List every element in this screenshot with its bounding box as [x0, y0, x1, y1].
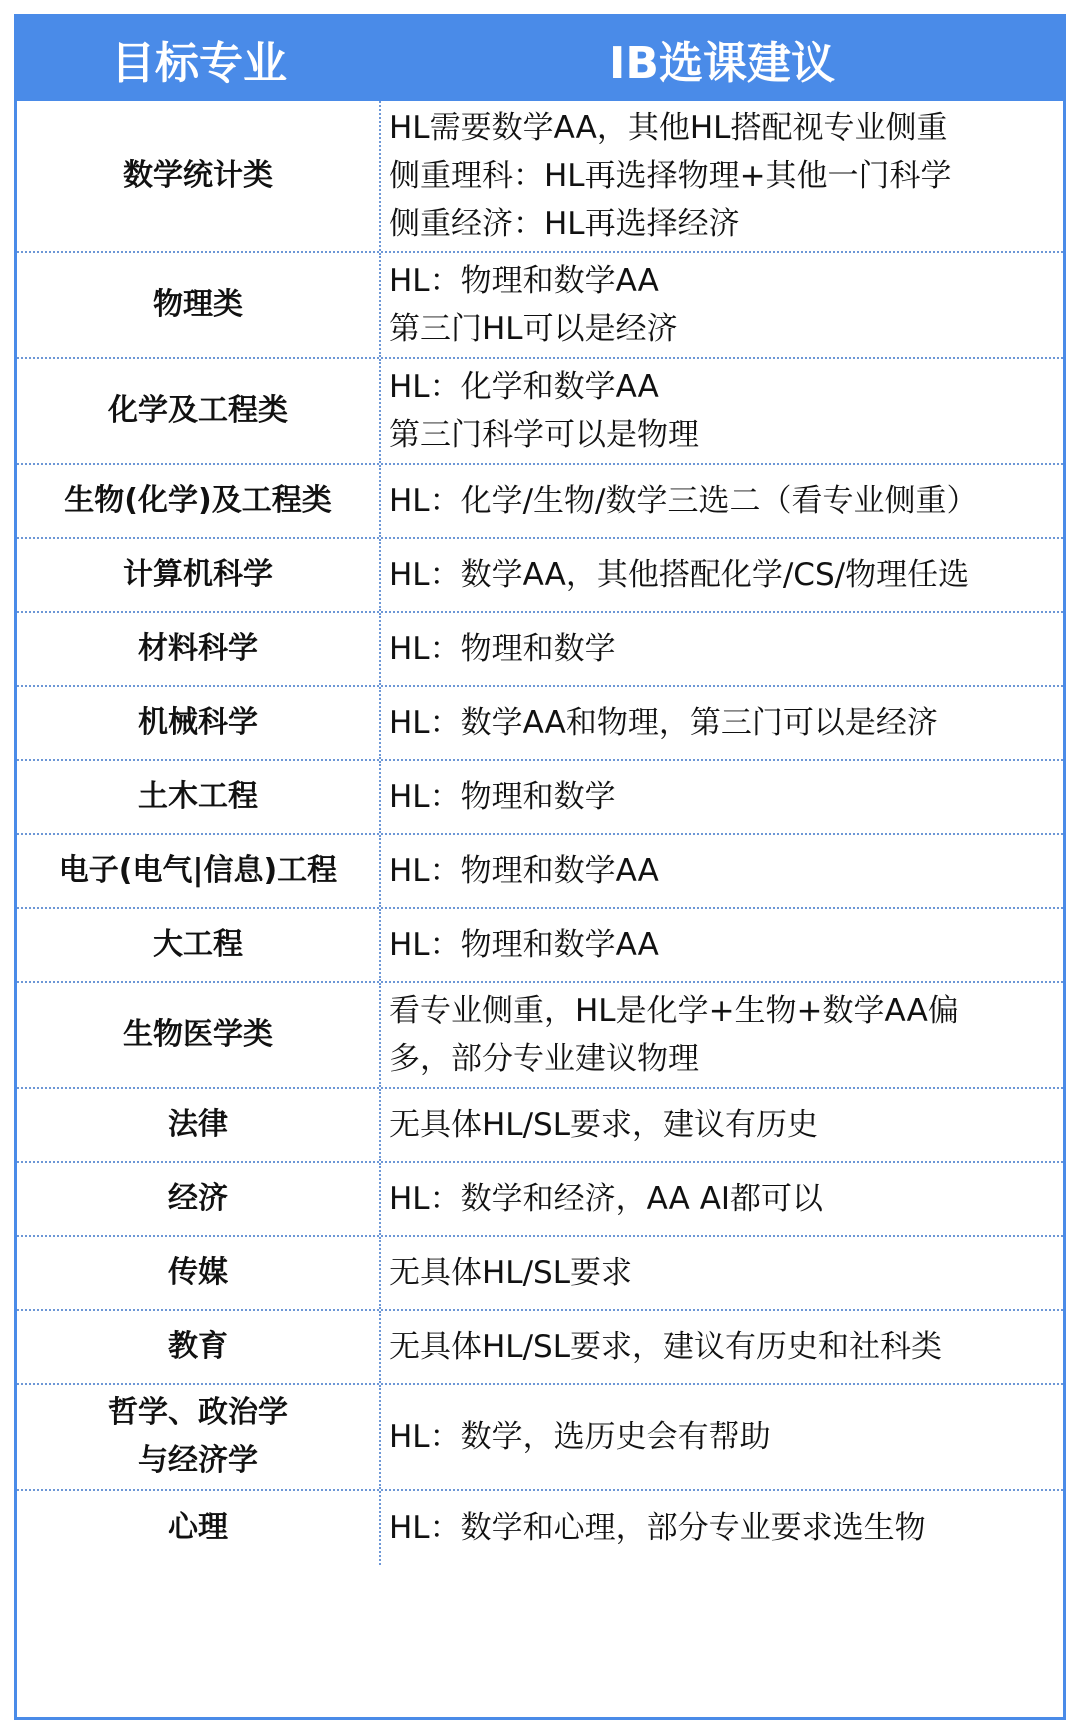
- major-cell: [17, 101, 381, 251]
- advice-text: 看专业侧重，HL是化学+生物+数学AA偏: [389, 993, 959, 1029]
- major-cell: [17, 1385, 381, 1489]
- advice-cell: [381, 909, 1063, 981]
- major-cell: [17, 1237, 381, 1309]
- table-row: [17, 835, 1063, 909]
- advice-cell: [381, 761, 1063, 833]
- header-advice: IB选课建议: [609, 38, 835, 89]
- major-text: 物理类: [153, 287, 243, 322]
- advice-cell: [381, 539, 1063, 611]
- major-text: 土木工程: [138, 779, 258, 814]
- major-text: 生物医学类: [123, 1017, 273, 1052]
- table-row: [17, 539, 1063, 613]
- advice-text: HL：数学，选历史会有帮助: [389, 1419, 771, 1455]
- advice-cell: [381, 687, 1063, 759]
- table-body: [17, 101, 1063, 1565]
- advice-text: HL需要数学AA，其他HL搭配视专业侧重: [389, 110, 948, 146]
- advice-text: 无具体HL/SL要求，建议有历史和社科类: [389, 1329, 942, 1365]
- advice-text: 无具体HL/SL要求: [389, 1255, 632, 1291]
- major-text: 数学统计类: [123, 158, 273, 193]
- major-text: 与经济学: [138, 1443, 258, 1478]
- advice-text: HL：数学AA，其他搭配化学/CS/物理任选: [389, 557, 970, 593]
- advice-text: HL：物理和数学: [389, 779, 616, 815]
- major-cell: [17, 983, 381, 1087]
- advice-text: HL：物理和数学: [389, 631, 616, 667]
- advice-cell: [381, 983, 1063, 1087]
- major-text: 哲学、政治学: [108, 1395, 288, 1430]
- advice-text: HL：化学/生物/数学三选二（看专业侧重）: [389, 483, 978, 519]
- major-text: 传媒: [168, 1255, 228, 1290]
- major-cell: [17, 253, 381, 357]
- table-row: [17, 1311, 1063, 1385]
- advice-cell: [381, 1491, 1063, 1565]
- advice-cell: [381, 835, 1063, 907]
- advice-text: HL：物理和数学AA: [389, 853, 659, 889]
- table-header: [17, 17, 1063, 101]
- advice-text: 侧重经济：HL再选择经济: [389, 206, 740, 242]
- major-text: 化学及工程类: [108, 393, 288, 428]
- advice-cell: [381, 465, 1063, 537]
- table-row: [17, 1491, 1063, 1565]
- advice-cell: [381, 1385, 1063, 1489]
- table-row: [17, 1089, 1063, 1163]
- table-row: [17, 359, 1063, 465]
- major-cell: [17, 613, 381, 685]
- advice-cell: [381, 1089, 1063, 1161]
- major-text: 法律: [168, 1107, 228, 1142]
- major-cell: [17, 909, 381, 981]
- advice-text: HL：数学和经济，AA AI都可以: [389, 1181, 824, 1217]
- advice-cell: [381, 359, 1063, 463]
- advice-text: HL：数学AA和物理，第三门可以是经济: [389, 705, 938, 741]
- table-row: [17, 761, 1063, 835]
- major-text: 材料科学: [138, 631, 258, 666]
- advice-text: 侧重理科：HL再选择物理+其他一门科学: [389, 158, 952, 194]
- major-cell: [17, 539, 381, 611]
- table-row: [17, 101, 1063, 253]
- advice-text: HL：化学和数学AA: [389, 369, 659, 405]
- advice-cell: [381, 253, 1063, 357]
- major-text: 机械科学: [138, 705, 258, 740]
- advice-text: HL：数学和心理，部分专业要求选生物: [389, 1510, 926, 1546]
- table-row: [17, 1163, 1063, 1237]
- major-cell: [17, 359, 381, 463]
- major-text: 电子(电气|信息)工程: [58, 853, 338, 888]
- major-text: 教育: [168, 1329, 228, 1364]
- table-row: [17, 909, 1063, 983]
- advice-text: HL：物理和数学AA: [389, 263, 659, 299]
- table-row: [17, 253, 1063, 359]
- table-row: [17, 1385, 1063, 1491]
- major-cell: [17, 1311, 381, 1383]
- major-cell: [17, 1491, 381, 1565]
- header-major: 目标专业: [111, 38, 287, 89]
- major-cell: [17, 1163, 381, 1235]
- table-row: [17, 687, 1063, 761]
- major-cell: [17, 465, 381, 537]
- table-row: [17, 465, 1063, 539]
- advice-cell: [381, 1163, 1063, 1235]
- major-text: 经济: [168, 1181, 228, 1216]
- major-text: 计算机科学: [123, 557, 273, 592]
- advice-cell: [381, 1311, 1063, 1383]
- course-table: [14, 14, 1066, 1720]
- advice-text: 多，部分专业建议物理: [389, 1041, 699, 1077]
- table-row: [17, 983, 1063, 1089]
- advice-text: 无具体HL/SL要求，建议有历史: [389, 1107, 818, 1143]
- major-text: 生物(化学)及工程类: [64, 483, 332, 518]
- advice-cell: [381, 101, 1063, 251]
- advice-text: 第三门科学可以是物理: [389, 417, 699, 453]
- major-cell: [17, 761, 381, 833]
- major-cell: [17, 835, 381, 907]
- advice-text: 第三门HL可以是经济: [389, 311, 678, 347]
- major-text: 大工程: [153, 927, 243, 962]
- major-cell: [17, 1089, 381, 1161]
- advice-text: HL：物理和数学AA: [389, 927, 659, 963]
- advice-cell: [381, 1237, 1063, 1309]
- table-row: [17, 613, 1063, 687]
- table-row: [17, 1237, 1063, 1311]
- advice-cell: [381, 613, 1063, 685]
- major-cell: [17, 687, 381, 759]
- major-text: 心理: [168, 1510, 228, 1545]
